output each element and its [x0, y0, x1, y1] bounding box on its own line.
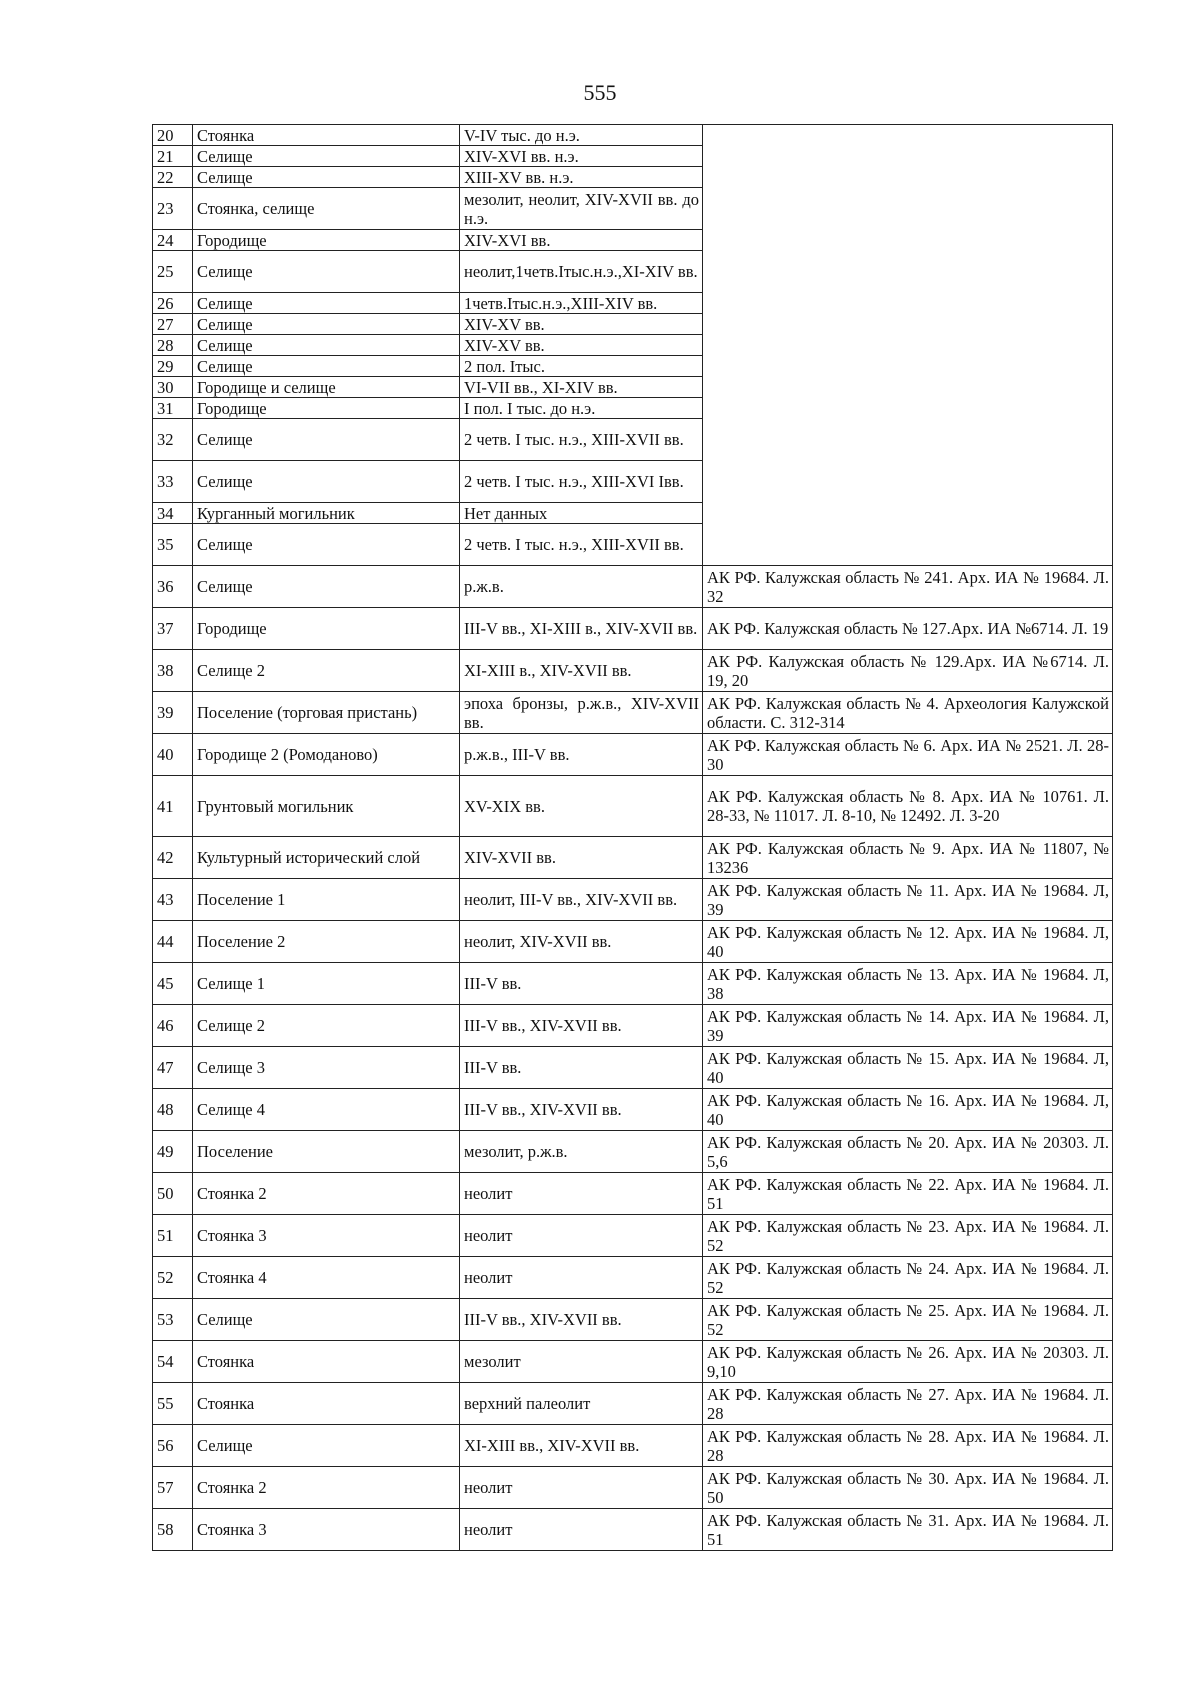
row-number: 52 [153, 1257, 193, 1299]
site-type: Грунтовый могильник [193, 776, 460, 837]
site-type: Стоянка 4 [193, 1257, 460, 1299]
site-type: Культурный исторический слой [193, 837, 460, 879]
row-number: 32 [153, 419, 193, 461]
site-type: Селище [193, 167, 460, 188]
table-row [153, 1509, 1113, 1551]
site-source: АК РФ. Калужская область № 28. Арх. ИА № 19684. Л. 28 [703, 1425, 1113, 1467]
site-dating: неолит [460, 1509, 703, 1551]
table-row [153, 1467, 1113, 1509]
row-number: 30 [153, 377, 193, 398]
site-dating: III-V вв. [460, 963, 703, 1005]
site-type: Селище [193, 566, 460, 608]
site-dating: неолит,1четв.Iтыс.н.э.,XI-XIV вв. [460, 251, 703, 293]
table-row [153, 1425, 1113, 1467]
row-number: 26 [153, 293, 193, 314]
site-type: Селище [193, 314, 460, 335]
site-dating: XIV-XV вв. [460, 314, 703, 335]
site-dating: неолит [460, 1257, 703, 1299]
site-dating: р.ж.в., III-V вв. [460, 734, 703, 776]
row-number: 35 [153, 524, 193, 566]
site-type: Поселение [193, 1131, 460, 1173]
site-source: АК РФ. Калужская область № 12. Арх. ИА № 19684. Л, 40 [703, 921, 1113, 963]
site-dating: III-V вв., XIV-XVII вв. [460, 1089, 703, 1131]
site-type: Стоянка 3 [193, 1509, 460, 1551]
table-row [153, 566, 1113, 608]
site-type: Селище 1 [193, 963, 460, 1005]
site-dating: эпоха бронзы, р.ж.в., XIV-XVII вв. [460, 692, 703, 734]
site-dating: р.ж.в. [460, 566, 703, 608]
table-row [153, 776, 1113, 837]
site-dating: XV-XIX вв. [460, 776, 703, 837]
site-type: Селище [193, 293, 460, 314]
site-source: АК РФ. Калужская область № 22. Арх. ИА № 19684. Л. 51 [703, 1173, 1113, 1215]
site-type: Стоянка 3 [193, 1215, 460, 1257]
site-source: АК РФ. Калужская область № 9. Арх. ИА № 11807, № 13236 [703, 837, 1113, 879]
site-dating: 2 четв. I тыс. н.э., XIII-XVII вв. [460, 419, 703, 461]
page-number: 555 [583, 80, 617, 105]
site-type: Селище 4 [193, 1089, 460, 1131]
site-source: АК РФ. Калужская область № 20. Арх. ИА № 20303. Л. 5,6 [703, 1131, 1113, 1173]
row-number: 25 [153, 251, 193, 293]
site-source: АК РФ. Калужская область № 31. Арх. ИА № 19684. Л. 51 [703, 1509, 1113, 1551]
site-source: АК РФ. Калужская область № 241. Арх. ИА № 19684. Л. 32 [703, 566, 1113, 608]
row-number: 46 [153, 1005, 193, 1047]
site-dating: XIV-XVI вв. [460, 230, 703, 251]
site-source: АК РФ. Калужская область № 24. Арх. ИА № 19684. Л. 52 [703, 1257, 1113, 1299]
table-row [153, 963, 1113, 1005]
site-dating: XIV-XVI вв. н.э. [460, 146, 703, 167]
site-dating: V-IV тыс. до н.э. [460, 125, 703, 146]
site-dating: Нет данных [460, 503, 703, 524]
site-type: Селище 3 [193, 1047, 460, 1089]
site-dating: неолит [460, 1173, 703, 1215]
site-type: Стоянка [193, 1383, 460, 1425]
row-number: 51 [153, 1215, 193, 1257]
table-row [153, 1047, 1113, 1089]
site-source: АК РФ. Калужская область № 27. Арх. ИА № 19684. Л. 28 [703, 1383, 1113, 1425]
site-type: Стоянка 2 [193, 1173, 460, 1215]
table-row [153, 837, 1113, 879]
site-type: Стоянка 2 [193, 1467, 460, 1509]
site-source: АК РФ. Калужская область № 30. Арх. ИА № 19684. Л. 50 [703, 1467, 1113, 1509]
site-type: Селище [193, 356, 460, 377]
site-type: Селище 2 [193, 1005, 460, 1047]
row-number: 31 [153, 398, 193, 419]
site-dating: III-V вв., XIV-XVII вв. [460, 1299, 703, 1341]
site-type: Поселение (торговая пристань) [193, 692, 460, 734]
row-number: 33 [153, 461, 193, 503]
site-dating: верхний палеолит [460, 1383, 703, 1425]
heritage-sites-table [152, 124, 1113, 1551]
site-source: АК РФ. Калужская область № 129.Арх. ИА №6714. Л. 19, 20 [703, 650, 1113, 692]
site-type: Селище [193, 146, 460, 167]
table-row [153, 1215, 1113, 1257]
table-row [153, 1131, 1113, 1173]
site-dating: неолит [460, 1215, 703, 1257]
site-source: АК РФ. Калужская область № 23. Арх. ИА № 19684. Л. 52 [703, 1215, 1113, 1257]
row-number: 39 [153, 692, 193, 734]
row-number: 49 [153, 1131, 193, 1173]
row-number: 38 [153, 650, 193, 692]
row-number: 20 [153, 125, 193, 146]
site-dating: неолит, XIV-XVII вв. [460, 921, 703, 963]
row-number: 43 [153, 879, 193, 921]
row-number: 44 [153, 921, 193, 963]
site-dating: неолит, III-V вв., XIV-XVII вв. [460, 879, 703, 921]
site-type: Селище [193, 251, 460, 293]
site-type: Селище 2 [193, 650, 460, 692]
row-number: 50 [153, 1173, 193, 1215]
row-number: 41 [153, 776, 193, 837]
site-source: АК РФ. Калужская область № 14. Арх. ИА № 19684. Л, 39 [703, 1005, 1113, 1047]
table-row [153, 734, 1113, 776]
row-number: 27 [153, 314, 193, 335]
table-row [153, 879, 1113, 921]
site-dating: III-V вв., XI-XIII в., XIV-XVII вв. [460, 608, 703, 650]
row-number: 42 [153, 837, 193, 879]
row-number: 54 [153, 1341, 193, 1383]
source-cell-empty [703, 125, 1113, 566]
site-source: АК РФ. Калужская область № 13. Арх. ИА № 19684. Л, 38 [703, 963, 1113, 1005]
table-row [153, 1299, 1113, 1341]
site-type: Городище и селище [193, 377, 460, 398]
site-dating: мезолит [460, 1341, 703, 1383]
row-number: 36 [153, 566, 193, 608]
table-row [153, 125, 1113, 146]
site-dating: I пол. I тыс. до н.э. [460, 398, 703, 419]
site-source: АК РФ. Калужская область № 25. Арх. ИА № 19684. Л. 52 [703, 1299, 1113, 1341]
row-number: 34 [153, 503, 193, 524]
site-dating: XIV-XVII вв. [460, 837, 703, 879]
site-source: АК РФ. Калужская область № 8. Арх. ИА № 10761. Л. 28-33, № 11017. Л. 8-10, № 12492. Л. 3-20 [703, 776, 1113, 837]
site-dating: 1четв.Iтыс.н.э.,XIII-XIV вв. [460, 293, 703, 314]
site-dating: III-V вв., XIV-XVII вв. [460, 1005, 703, 1047]
site-type: Селище [193, 335, 460, 356]
site-type: Стоянка [193, 1341, 460, 1383]
site-source: АК РФ. Калужская область № 26. Арх. ИА № 20303. Л. 9,10 [703, 1341, 1113, 1383]
site-source: АК РФ. Калужская область № 6. Арх. ИА № 2521. Л. 28-30 [703, 734, 1113, 776]
table-row [153, 1257, 1113, 1299]
site-dating: мезолит, р.ж.в. [460, 1131, 703, 1173]
site-dating: XI-XIII в., XIV-XVII вв. [460, 650, 703, 692]
site-dating: 2 пол. Iтыс. [460, 356, 703, 377]
table-row [153, 650, 1113, 692]
table-row [153, 921, 1113, 963]
row-number: 48 [153, 1089, 193, 1131]
row-number: 45 [153, 963, 193, 1005]
table-row [153, 1173, 1113, 1215]
row-number: 58 [153, 1509, 193, 1551]
row-number: 57 [153, 1467, 193, 1509]
site-type: Городище [193, 230, 460, 251]
site-type: Стоянка [193, 125, 460, 146]
site-dating: III-V вв. [460, 1047, 703, 1089]
site-type: Селище [193, 1425, 460, 1467]
row-number: 40 [153, 734, 193, 776]
site-dating: XI-XIII вв., XIV-XVII вв. [460, 1425, 703, 1467]
row-number: 55 [153, 1383, 193, 1425]
row-number: 29 [153, 356, 193, 377]
site-type: Стоянка, селище [193, 188, 460, 230]
site-source: АК РФ. Калужская область № 4. Археология Калужской области. С. 312-314 [703, 692, 1113, 734]
site-dating: 2 четв. I тыс. н.э., XIII-XVI Iвв. [460, 461, 703, 503]
site-type: Поселение 2 [193, 921, 460, 963]
site-type: Селище [193, 461, 460, 503]
row-number: 22 [153, 167, 193, 188]
table-row [153, 1341, 1113, 1383]
site-type: Селище [193, 524, 460, 566]
site-dating: мезолит, неолит, XIV-XVII вв. до н.э. [460, 188, 703, 230]
site-dating: XIII-XV вв. н.э. [460, 167, 703, 188]
site-dating: XIV-XV вв. [460, 335, 703, 356]
site-source: АК РФ. Калужская область № 15. Арх. ИА № 19684. Л, 40 [703, 1047, 1113, 1089]
row-number: 56 [153, 1425, 193, 1467]
row-number: 24 [153, 230, 193, 251]
site-source: АК РФ. Калужская область № 16. Арх. ИА № 19684. Л, 40 [703, 1089, 1113, 1131]
table-row [153, 1089, 1113, 1131]
row-number: 47 [153, 1047, 193, 1089]
site-type: Городище [193, 608, 460, 650]
row-number: 23 [153, 188, 193, 230]
table-body [153, 125, 1113, 1551]
site-type: Селище [193, 1299, 460, 1341]
row-number: 37 [153, 608, 193, 650]
row-number: 21 [153, 146, 193, 167]
table-row [153, 1383, 1113, 1425]
row-number: 28 [153, 335, 193, 356]
site-type: Селище [193, 419, 460, 461]
table-row [153, 1005, 1113, 1047]
table-row [153, 692, 1113, 734]
site-dating: VI-VII вв., XI-XIV вв. [460, 377, 703, 398]
site-dating: 2 четв. I тыс. н.э., XIII-XVII вв. [460, 524, 703, 566]
row-number: 53 [153, 1299, 193, 1341]
site-type: Поселение 1 [193, 879, 460, 921]
site-dating: неолит [460, 1467, 703, 1509]
site-source: АК РФ. Калужская область № 11. Арх. ИА № 19684. Л, 39 [703, 879, 1113, 921]
site-type: Городище [193, 398, 460, 419]
site-type: Курганный могильник [193, 503, 460, 524]
table-row [153, 608, 1113, 650]
site-type: Городище 2 (Ромоданово) [193, 734, 460, 776]
site-source: АК РФ. Калужская область № 127.Арх. ИА №6714. Л. 19 [703, 608, 1113, 650]
